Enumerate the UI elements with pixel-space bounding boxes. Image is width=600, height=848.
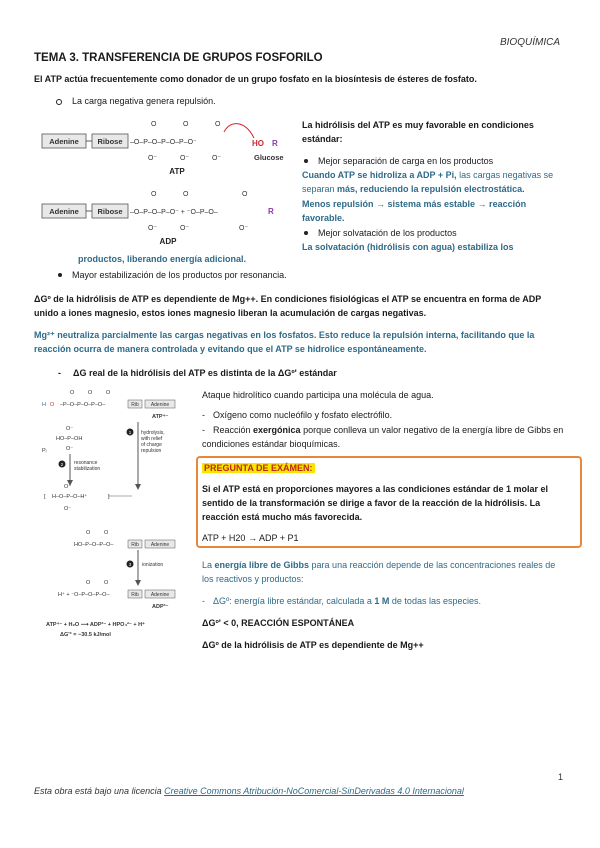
dash-heading-text: ΔG real de la hidrólisis del ATP es distinta de la ΔGº' estándar: [73, 368, 337, 378]
relief-label-1: with relief: [141, 436, 163, 442]
intro-paragraph: El ATP actúa frecuentemente como donador de un grupo fosfato en la biosíntesis de ésteres de fosfato.: [34, 74, 477, 84]
hydrolysis-label: hydrolysis,: [141, 430, 165, 436]
bullet-resonance: [56, 268, 287, 282]
svg-text:O: O: [104, 530, 109, 536]
pi-label: Pᵢ: [42, 448, 47, 454]
mg-paragraph-2: [34, 328, 564, 356]
atp4-label: ATP⁴⁻: [152, 414, 169, 420]
adenine-label-3: Adenine: [150, 592, 170, 598]
bullet-solvation-text: Mejor solvatación de los productos: [318, 228, 457, 238]
atp-ribose-label: Ribose: [97, 137, 123, 146]
svg-text:O: O: [106, 390, 111, 396]
svg-text:O: O: [50, 402, 55, 408]
dg-std-a: ΔGº: energía libre estándar, calculada a: [213, 596, 375, 606]
bullet-dot-icon: [304, 231, 308, 235]
gibbs-c: para una reacción depende de las concentraciones reales de los reactivos y productos:: [202, 560, 556, 584]
charge-separation-text: [302, 168, 566, 196]
exam-question-equation: ATP + H20 → ADP + P1: [202, 533, 299, 543]
svg-text:2: 2: [60, 462, 64, 467]
atp-adp-figure: [40, 112, 296, 252]
svg-text:–O–P–O–P–O⁻ + ⁻O–P–O–: –O–P–O–P–O⁻ + ⁻O–P–O–: [130, 209, 218, 216]
svg-text:–P–O–P–O–P–O–: –P–O–P–O–P–O–: [60, 402, 106, 408]
dg-value: ΔG'° = −30.5 kJ/mol: [60, 632, 111, 638]
oxygen-text: Oxígeno como nucleófilo y fosfato electrófilo.: [213, 410, 393, 420]
bullet-charge-separation: [302, 154, 566, 168]
svg-text:O⁻: O⁻: [212, 155, 222, 162]
exergonic-a: Reacción: [213, 425, 254, 435]
bullet-resonance-text: Mayor estabilización de los productos por resonancia.: [72, 270, 287, 280]
bullet-solvation: [302, 226, 566, 240]
gibbs-text: [202, 558, 568, 586]
dg-std-c: de todas las especies.: [389, 596, 481, 606]
svg-text:H⁺ + ⁻O–P–O–P–O–: H⁺ + ⁻O–P–O–P–O–: [58, 592, 110, 598]
svg-text:O: O: [215, 121, 221, 128]
relief-label-2: of charge: [141, 442, 162, 448]
relief-label-3: repulsion: [141, 448, 162, 454]
svg-text:HO–P–OH: HO–P–OH: [56, 436, 83, 442]
ionization-label: ionization: [142, 562, 164, 568]
adp-label: ADP: [159, 237, 177, 246]
t1c: más, reduciendo la repulsión electrostática.: [337, 184, 525, 195]
bullet-repulsion-text: La carga negativa genera repulsión.: [72, 96, 216, 106]
less-repulsion-text: Menos repulsión → sistema más estable → reacción favorable.: [302, 199, 527, 224]
exergonic-c: porque conlleva un valor negativo de la energía libre de Gibbs en condiciones estándar bioquímicas.: [202, 425, 564, 449]
gibbs-a: La: [202, 560, 215, 570]
svg-text:O⁻: O⁻: [64, 484, 72, 490]
svg-text:H: H: [42, 402, 46, 408]
adenine-label-2: Adenine: [150, 542, 170, 548]
svg-text:–O–P–O–P–O–P–O⁻: –O–P–O–P–O–P–O⁻: [130, 139, 197, 146]
glucose-label: Glucose: [254, 153, 284, 162]
svg-text:O⁻: O⁻: [180, 225, 190, 232]
svg-text:O: O: [242, 191, 248, 198]
svg-text:O: O: [151, 191, 157, 198]
oxygen-item: - Oxígeno como nucleófilo y fosfato electrófilo.: [202, 410, 393, 420]
svg-text:O: O: [70, 390, 75, 396]
hor-label: HO: [252, 139, 264, 148]
svg-text:O: O: [183, 191, 189, 198]
exam-question-label-text: PREGUNTA DE EXÁMEN:: [204, 463, 313, 473]
svg-text:HO–P–O–P–O–: HO–P–O–P–O–: [74, 542, 114, 548]
header-subject: BIOQUÍMICA: [499, 37, 560, 48]
gibbs-b: energía libre de Gibbs: [214, 560, 310, 570]
t1a: Cuando ATP se hidroliza a ADP + Pi,: [302, 170, 457, 180]
t1b: las cargas negativas se separan: [302, 170, 554, 195]
svg-text:O⁻: O⁻: [66, 426, 74, 432]
footer-text: Esta obra está bajo una licencia: [34, 786, 165, 796]
adp-r-label: R: [268, 207, 274, 216]
attack-text: Ataque hidrolítico cuando participa una molécula de agua.: [202, 390, 434, 400]
svg-text:O⁻: O⁻: [64, 506, 72, 512]
svg-text:O⁻: O⁻: [66, 446, 74, 452]
page-number: 1: [558, 772, 564, 782]
exam-question-text: Si el ATP está en proporciones mayores a las condiciones estándar de 1 molar el sentido de la transformación se dirige a favor de la reacción de la hidrólisis. La reacción está mucho más favorecida.: [202, 484, 548, 522]
svg-text:O⁻: O⁻: [148, 225, 158, 232]
svg-text:O: O: [151, 121, 157, 128]
svg-text:O: O: [104, 580, 109, 586]
hydrolysis-heading: La hidrólisis del ATP es muy favorable en condiciones estándar:: [302, 120, 534, 145]
svg-text:O: O: [88, 390, 93, 396]
dash-heading: - ΔG real de la hidrólisis del ATP es distinta de la ΔGº' estándar: [58, 368, 337, 378]
resonance-label-2: stabilization: [74, 466, 101, 472]
svg-text:O: O: [86, 580, 91, 586]
bullet-repulsion: [56, 96, 216, 106]
r-label: R: [272, 139, 278, 148]
exergonic-b: exergónica: [253, 425, 301, 435]
dg-standard-item: - ΔGº: energía libre estándar, calculada a 1 M de todas las especies.: [202, 596, 481, 606]
bullet-dot-icon: [304, 159, 308, 163]
solvation-continuation: productos, liberando energía adicional.: [78, 254, 247, 264]
bullet-charge-text: Mejor separación de carga en los productos: [318, 156, 494, 166]
svg-text:O: O: [183, 121, 189, 128]
rib-label-3: Rib: [131, 592, 139, 598]
solvation-text: La solvatación (hidrólisis con agua) estabiliza los: [302, 242, 514, 252]
exam-question-label: [202, 461, 315, 475]
overall-equation: ATP⁴⁻ + H₂O ⟶ ADP³⁻ + HPO₄²⁻ + H⁺: [46, 622, 145, 628]
atp-label: ATP: [169, 167, 185, 176]
adp-ribose-label: Ribose: [97, 207, 123, 216]
mg-ion: Mg²⁺: [34, 330, 55, 340]
adp-phosphate-chain: [130, 191, 248, 232]
attack-arrow-icon: [224, 124, 254, 138]
svg-text:1: 1: [128, 430, 132, 435]
hydrolysis-mechanism-figure: [40, 384, 192, 640]
svg-text:H–O–P–O–H⁺: H–O–P–O–H⁺: [52, 494, 88, 500]
circle-bullet-icon: [56, 99, 62, 105]
svg-text:O⁻: O⁻: [148, 155, 158, 162]
rib-label-2: Rib: [131, 542, 139, 548]
svg-text:3: 3: [128, 562, 132, 567]
adp-adenine-label: Adenine: [49, 207, 79, 216]
rib-label-1: Rib: [131, 402, 139, 408]
bullet-dot-icon: [58, 273, 62, 277]
mg-dependence-heading: ΔGº de la hidrólisis de ATP es dependiente de Mg++: [202, 640, 424, 650]
adp3-label: ADP³⁻: [152, 604, 169, 610]
resonance-label-1: resonance: [74, 460, 98, 466]
license-footer: [34, 786, 464, 796]
svg-text:]: ]: [108, 494, 110, 500]
license-link[interactable]: Creative Commons Atribución-NoComercial-SinDerivadas 4.0 Internacional: [164, 786, 464, 796]
atp-phosphate-chain: [130, 121, 221, 162]
adenine-label-1: Adenine: [150, 402, 170, 408]
spontaneous-heading: ΔGº' < 0, REACCIÓN ESPONTÁNEA: [202, 618, 355, 628]
svg-text:O⁻: O⁻: [180, 155, 190, 162]
atp-adenine-label: Adenine: [49, 137, 79, 146]
mg-paragraph-1: ΔGº de la hidrólisis de ATP es dependiente de Mg++. En condiciones fisiológicas el ATP se encuentra en forma de ADP unido a iones magnesio, estos iones magnesio liberan la acumulación de cargas negativas.: [34, 294, 542, 318]
dg-std-b: 1 M: [374, 596, 390, 606]
mg-paragraph-2-text: neutraliza parcialmente las cargas negativas en los fosfatos. Esto reduce la repulsión interna, facilitando que la reacción ocurra de manera controlada y evitando que el ATP se hidrolice espontáneamente.: [34, 330, 535, 354]
svg-text:O⁻: O⁻: [239, 225, 249, 232]
svg-text:[: [: [44, 494, 46, 500]
page-title: TEMA 3. TRANSFERENCIA DE GRUPOS FOSFORILO: [34, 52, 323, 64]
svg-text:O: O: [86, 530, 91, 536]
exergonic-item: - Reacción exergónica porque conlleva un valor negativo de la energía libre de Gibbs en condiciones estándar bioquímicas.: [202, 425, 564, 449]
